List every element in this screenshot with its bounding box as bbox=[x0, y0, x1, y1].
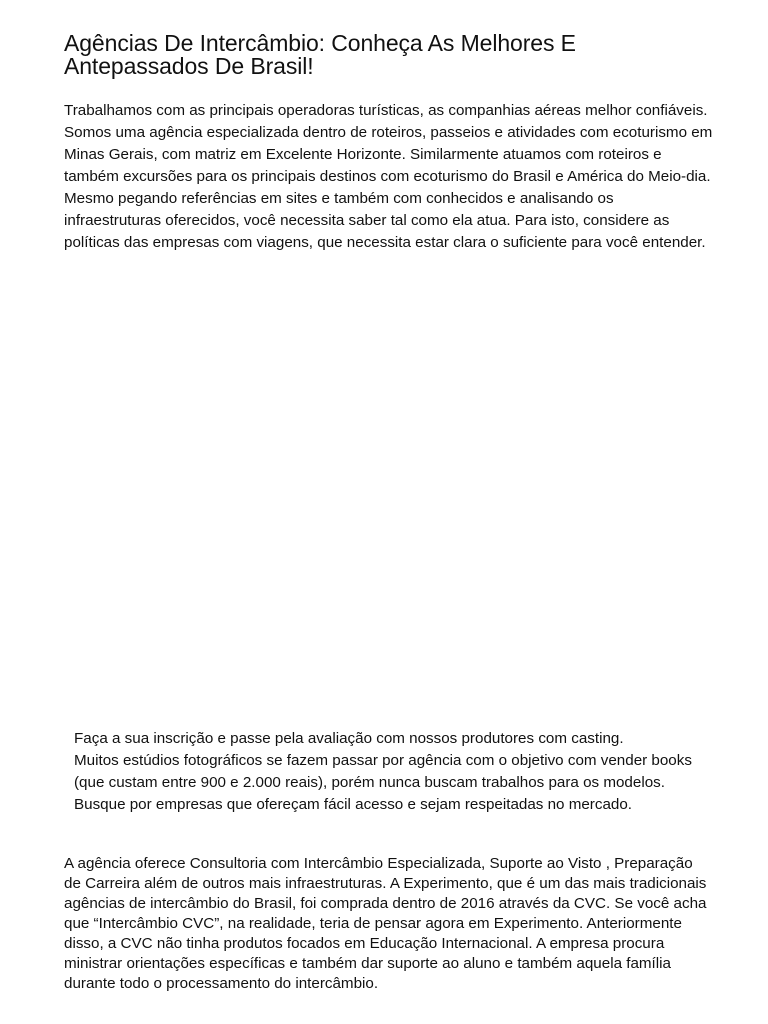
blank-image-area bbox=[64, 290, 704, 710]
bullet-list bbox=[74, 728, 694, 816]
closing-paragraph: A agência oferece Consultoria com Intercâmbio Especializada, Suporte ao Visto , Preparação de Carreira além de outros mais infraestruturas. A Experimento, que é um das mais tradicionais agências de intercâmbio do Brasil, foi comprada dentro de 2016 através da CVC. Se você acha que “Intercâmbio CVC”, na realidade, teria de pensar agora em Experimento. Anteriormente disso, a CVC não tinha produtos focados em Educação Internacional. A empresa procura ministrar orientações específicas e também dar suporte ao aluno e também aquela família durante todo o processamento do intercâmbio. bbox=[64, 855, 707, 992]
list-item: Faça a sua inscrição e passe pela avaliação com nossos produtores com casting. bbox=[74, 730, 624, 747]
page-title: Agências De Intercâmbio: Conheça As Melhores E Antepassados De Brasil! bbox=[64, 30, 576, 79]
intro-paragraph: Trabalhamos com as principais operadoras turísticas, as companhias aéreas melhor confiáveis. Somos uma agência especializada dentro de roteiros, passeios e atividades com ecoturismo em Minas Gerais, com matriz em Excelente Horizonte. Similarmente atuamos com roteiros e também excursões para os principais destinos com ecoturismo do Brasil e América do Meio-dia. Mesmo pegando referências em sites e também com conhecidos e analisando os infraestruturas oferecidos, você necessita saber tal como ela atua. Para isto, considere as políticas das empresas com viagens, que necessita estar clara o suficiente para você entender. bbox=[64, 102, 713, 251]
list-item: Muitos estúdios fotográficos se fazem passar por agência com o objetivo com vender books (que custam entre 900 e 2.000 reais), porém nunca buscam trabalhos para os modelos. bbox=[74, 752, 692, 791]
list-item: Busque por empresas que ofereçam fácil acesso e sejam respeitadas no mercado. bbox=[74, 796, 633, 813]
